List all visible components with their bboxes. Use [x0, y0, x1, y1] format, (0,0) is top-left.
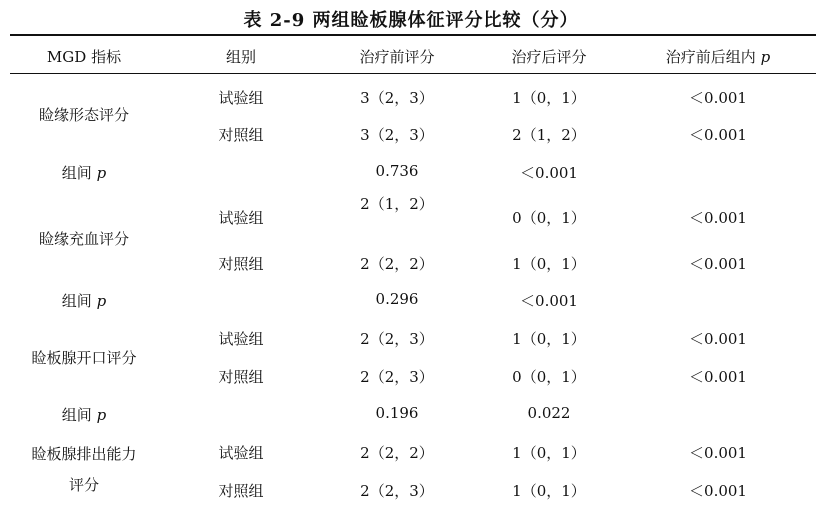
- between-group-label: [62, 162, 106, 183]
- pre-score-cell: 2（2，3）: [360, 482, 434, 500]
- post-score-cell: 1（0，1）: [512, 444, 586, 462]
- between-post-p: 0.022: [527, 404, 571, 422]
- header-group: 组别: [225, 48, 257, 66]
- between-pre-p: 0.736: [375, 162, 419, 180]
- pre-score-cell: 2（2，3）: [360, 330, 434, 348]
- between-p-symbol: p: [96, 406, 107, 424]
- within-p-cell: ＜0.001: [689, 89, 747, 107]
- between-label-text: 组间: [61, 406, 97, 424]
- pre-score-cell: 2（1，2）: [360, 195, 434, 213]
- header-p-symbol: p: [760, 48, 771, 66]
- post-score-cell: 1（0，1）: [512, 89, 586, 107]
- pre-score-cell: 3（2，3）: [360, 126, 434, 144]
- group-cell: 试验组: [218, 330, 264, 348]
- between-group-label: [62, 290, 106, 311]
- pre-score-cell: 3（2，3）: [360, 89, 434, 107]
- metric-name-line1: 睑板腺排出能力: [31, 445, 137, 463]
- group-cell: 对照组: [218, 482, 264, 500]
- between-post-p: ＜0.001: [520, 292, 578, 310]
- header-within-text: 治疗前后组内: [665, 48, 761, 66]
- post-score-cell: 0（0，1）: [512, 368, 586, 386]
- within-p-cell: ＜0.001: [689, 255, 747, 273]
- metric-name: 睑缘充血评分: [38, 230, 130, 248]
- between-p-symbol: p: [96, 164, 107, 182]
- within-p-cell: ＜0.001: [689, 126, 747, 144]
- metric-name-line2: 评分: [68, 476, 100, 494]
- within-p-cell: ＜0.001: [689, 444, 747, 462]
- group-cell: 对照组: [218, 368, 264, 386]
- between-pre-p: 0.196: [375, 404, 419, 422]
- post-score-cell: 1（0，1）: [512, 330, 586, 348]
- header-rule: [10, 73, 816, 74]
- between-pre-p: 0.296: [375, 290, 419, 308]
- within-p-cell: ＜0.001: [689, 368, 747, 386]
- between-label-text: 组间: [61, 164, 97, 182]
- header-post: 治疗后评分: [511, 48, 587, 66]
- metric-name: 睑板腺开口评分: [31, 349, 137, 367]
- metric-name: 睑缘形态评分: [38, 106, 130, 124]
- within-p-cell: ＜0.001: [689, 482, 747, 500]
- group-cell: 对照组: [218, 126, 264, 144]
- group-cell: 试验组: [218, 209, 264, 227]
- pre-score-cell: 2（2，2）: [360, 255, 434, 273]
- post-score-cell: 0（0，1）: [512, 209, 586, 227]
- pre-score-cell: 2（2，3）: [360, 368, 434, 386]
- header-within-p: [666, 46, 770, 67]
- group-cell: 试验组: [218, 444, 264, 462]
- group-cell: 对照组: [218, 255, 264, 273]
- table-caption: 表 2-9 两组睑板腺体征评分比较（分）: [243, 10, 579, 31]
- header-metric: MGD 指标: [46, 48, 122, 66]
- pre-score-cell: 2（2，2）: [360, 444, 434, 462]
- post-score-cell: 2（1，2）: [512, 126, 586, 144]
- post-score-cell: 1（0，1）: [512, 255, 586, 273]
- post-score-cell: 1（0，1）: [512, 482, 586, 500]
- between-group-label: [62, 404, 106, 425]
- between-label-text: 组间: [61, 292, 97, 310]
- group-cell: 试验组: [218, 89, 264, 107]
- between-post-p: ＜0.001: [520, 164, 578, 182]
- within-p-cell: ＜0.001: [689, 209, 747, 227]
- top-rule: [10, 34, 816, 36]
- between-p-symbol: p: [96, 292, 107, 310]
- header-pre: 治疗前评分: [359, 48, 435, 66]
- within-p-cell: ＜0.001: [689, 330, 747, 348]
